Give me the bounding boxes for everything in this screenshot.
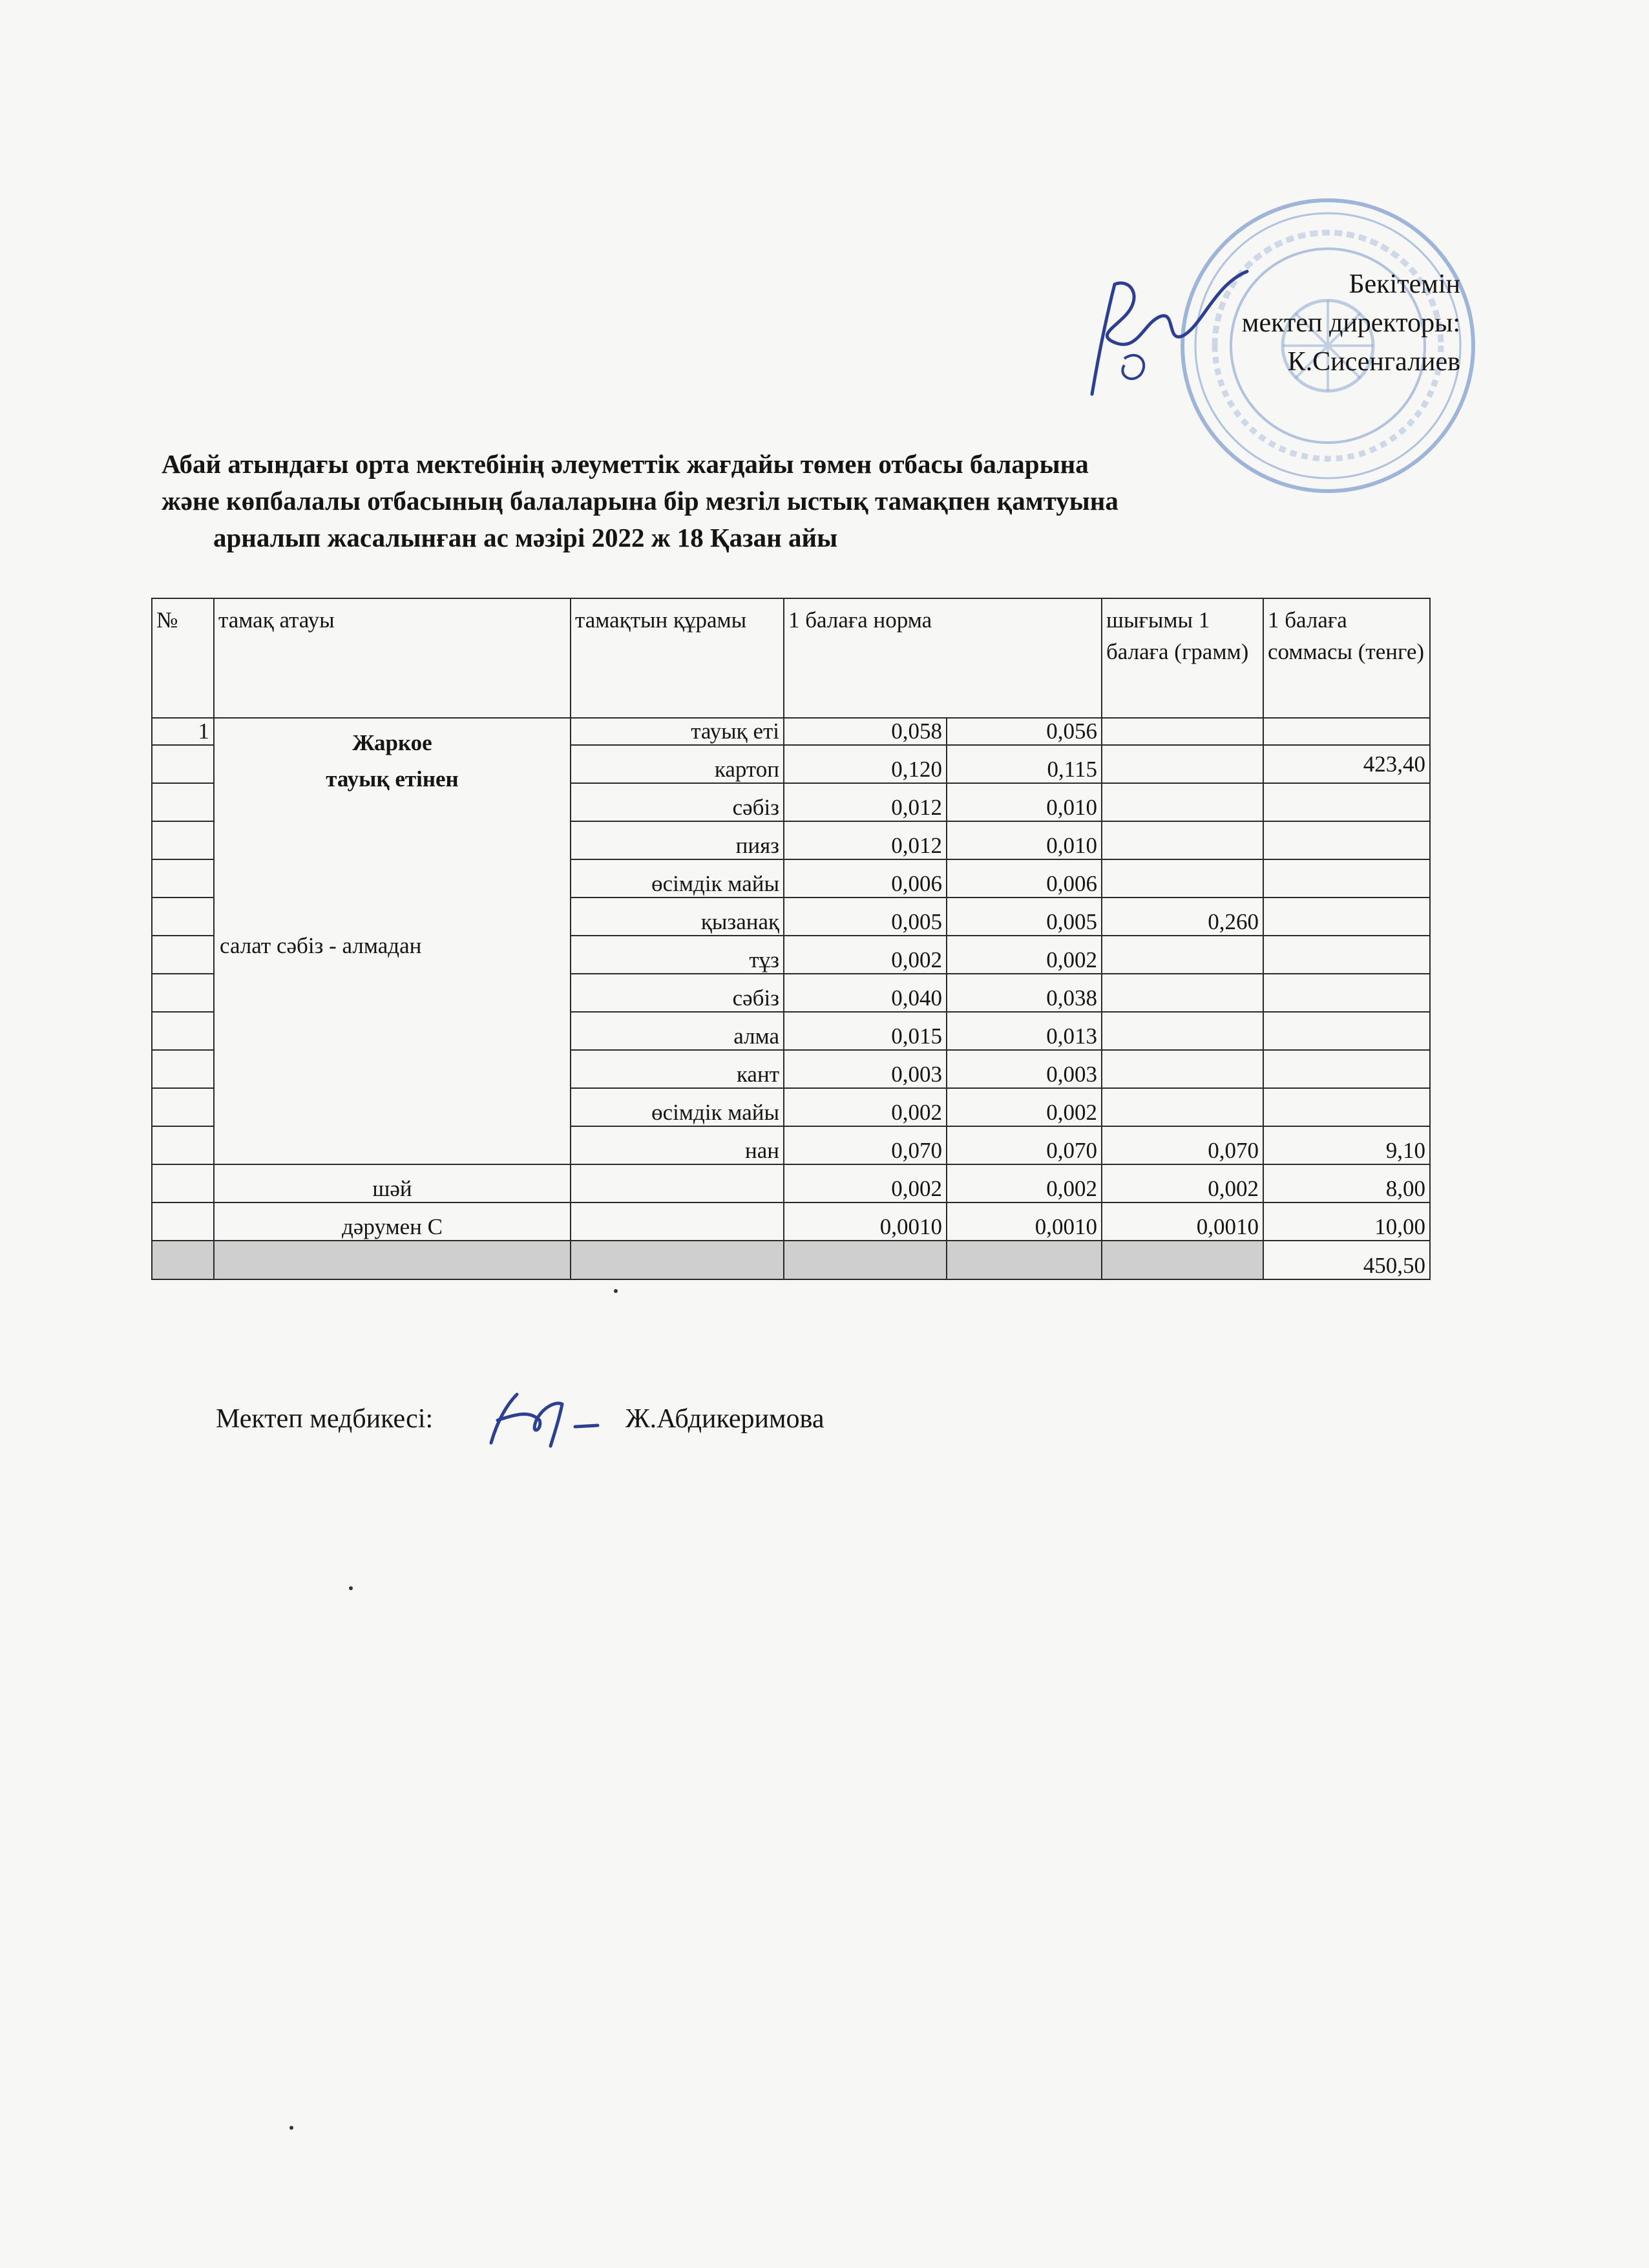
norm-value-1: 0,015 (784, 1012, 947, 1050)
sum-value (1263, 974, 1430, 1012)
norm-value-1: 0,0010 (784, 1202, 947, 1241)
scan-speck (614, 1289, 618, 1293)
scan-speck (349, 1586, 353, 1590)
dish-main-name (220, 725, 565, 797)
consumption-value: 0,260 (1102, 898, 1263, 936)
ingredient-name: өсімдік майы (571, 859, 784, 898)
consumption-value: 0,0010 (1102, 1202, 1263, 1241)
ingredient-name: тауық еті (571, 718, 784, 745)
row-number (152, 745, 214, 783)
ingredient-name: алма (571, 1012, 784, 1050)
sum-value (1263, 1012, 1430, 1050)
row-number (152, 974, 214, 1012)
norm-value-2: 0,002 (947, 936, 1102, 974)
dish-salad-name: салат сәбіз - алмадан (220, 933, 422, 958)
norm-value-2: 0,115 (947, 745, 1102, 783)
consumption-value: 0,070 (1102, 1126, 1263, 1164)
sum-value: 10,00 (1263, 1202, 1430, 1241)
title-line-2: және көпбалалы отбасының балаларына бір мезгіл ыстық тамақпен қамтуына (162, 486, 1119, 516)
norm-value-1: 0,006 (784, 859, 947, 898)
ingredient-name: қызанақ (571, 898, 784, 936)
ingredient-name: кант (571, 1050, 784, 1088)
total-cell-empty (571, 1241, 784, 1279)
norm-value-2: 0,038 (947, 974, 1102, 1012)
row-number (152, 1164, 214, 1202)
sum-value (1263, 718, 1430, 745)
ingredient-name: сәбіз (571, 783, 784, 821)
norm-value-1: 0,012 (784, 783, 947, 821)
norm-value-1: 0,070 (784, 1126, 947, 1164)
norm-value-1: 0,002 (784, 1164, 947, 1202)
consumption-value (1102, 745, 1263, 783)
approval-line-1: Бекітемін (1349, 269, 1460, 299)
ingredient-name: картоп (571, 745, 784, 783)
norm-value-1: 0,120 (784, 745, 947, 783)
row-number (152, 1202, 214, 1241)
dish-main-line-2: тауық етінен (326, 766, 459, 792)
norm-value-1: 0,005 (784, 898, 947, 936)
row-number (152, 1088, 214, 1126)
consumption-value (1102, 718, 1263, 745)
nurse-name: Ж.Абдикеримова (625, 1404, 824, 1434)
consumption-value (1102, 936, 1263, 974)
consumption-value (1102, 821, 1263, 859)
ingredient-name: тұз (571, 936, 784, 974)
ingredient-name (571, 1164, 784, 1202)
sum-value: 423,40 (1263, 745, 1430, 783)
consumption-value (1102, 1012, 1263, 1050)
norm-value-1: 0,002 (784, 936, 947, 974)
sum-value (1263, 783, 1430, 821)
sum-value (1263, 1050, 1430, 1088)
row-number (152, 898, 214, 936)
row-number: 1 (152, 718, 214, 745)
ingredient-name: пияз (571, 821, 784, 859)
sum-value: 9,10 (1263, 1126, 1430, 1164)
header-norm: 1 балаға норма (784, 598, 1102, 718)
scan-speck (289, 2126, 293, 2130)
row-number (152, 1012, 214, 1050)
ingredient-name (571, 1202, 784, 1241)
title-line-3: арналып жасалынған ас мәзірі 2022 ж 18 Қазан айы (213, 523, 838, 552)
total-cell-empty (947, 1241, 1102, 1279)
dish-name-cell (214, 718, 571, 1164)
table-row (152, 1164, 1430, 1202)
header-num: № (152, 598, 214, 718)
document-title (162, 446, 1273, 556)
menu-table (151, 598, 1431, 1280)
header-sum: 1 балаға соммасы (тенге) (1263, 598, 1430, 718)
norm-value-2: 0,010 (947, 821, 1102, 859)
consumption-value (1102, 974, 1263, 1012)
norm-value-2: 0,002 (947, 1088, 1102, 1126)
consumption-value: 0,002 (1102, 1164, 1263, 1202)
norm-value-1: 0,012 (784, 821, 947, 859)
dish-main-line-1: Жаркое (352, 730, 432, 755)
norm-value-2: 0,013 (947, 1012, 1102, 1050)
norm-value-2: 0,010 (947, 783, 1102, 821)
row-number (152, 783, 214, 821)
ingredient-name: сәбіз (571, 974, 784, 1012)
nurse-label: Мектеп медбикесі: (216, 1404, 434, 1434)
row-number (152, 936, 214, 974)
row-number (152, 859, 214, 898)
header-composition: тамақтын құрамы (571, 598, 784, 718)
approval-block (1202, 265, 1460, 381)
table-header-row (152, 598, 1430, 718)
dish-name: шәй (214, 1164, 571, 1202)
consumption-value (1102, 1088, 1263, 1126)
sum-value (1263, 898, 1430, 936)
dish-name: дәрумен С (214, 1202, 571, 1241)
norm-value-1: 0,002 (784, 1088, 947, 1126)
table-total-row (152, 1241, 1430, 1279)
total-cell-empty (784, 1241, 947, 1279)
sum-value (1263, 1088, 1430, 1126)
approval-line-2: мектеп директоры: (1241, 308, 1460, 338)
row-number (152, 1050, 214, 1088)
norm-value-2: 0,005 (947, 898, 1102, 936)
sum-value (1263, 936, 1430, 974)
consumption-value (1102, 859, 1263, 898)
approval-line-3: К.Сисенгалиев (1287, 347, 1460, 377)
nurse-signature (478, 1381, 607, 1453)
ingredient-name: нан (571, 1126, 784, 1164)
sum-value (1263, 821, 1430, 859)
norm-value-2: 0,056 (947, 718, 1102, 745)
total-cell-empty (214, 1241, 571, 1279)
norm-value-2: 0,002 (947, 1164, 1102, 1202)
norm-value-1: 0,040 (784, 974, 947, 1012)
table-row (152, 1202, 1430, 1241)
total-cell-empty (152, 1241, 214, 1279)
norm-value-2: 0,0010 (947, 1202, 1102, 1241)
norm-value-2: 0,003 (947, 1050, 1102, 1088)
norm-value-1: 0,058 (784, 718, 947, 745)
table-row (152, 718, 1430, 745)
sum-value (1263, 859, 1430, 898)
ingredient-name: өсімдік майы (571, 1088, 784, 1126)
row-number (152, 1126, 214, 1164)
consumption-value (1102, 1050, 1263, 1088)
header-consumption: шығымы 1 балаға (грамм) (1102, 598, 1263, 718)
total-sum: 450,50 (1263, 1241, 1430, 1279)
total-cell-empty (1102, 1241, 1263, 1279)
header-dish: тамақ атауы (214, 598, 571, 718)
title-line-1: Абай атындағы орта мектебінің әлеуметтік жағдайы төмен отбасы баларына (162, 449, 1089, 479)
norm-value-1: 0,003 (784, 1050, 947, 1088)
row-number (152, 821, 214, 859)
norm-value-2: 0,070 (947, 1126, 1102, 1164)
consumption-value (1102, 783, 1263, 821)
norm-value-2: 0,006 (947, 859, 1102, 898)
sum-value: 8,00 (1263, 1164, 1430, 1202)
